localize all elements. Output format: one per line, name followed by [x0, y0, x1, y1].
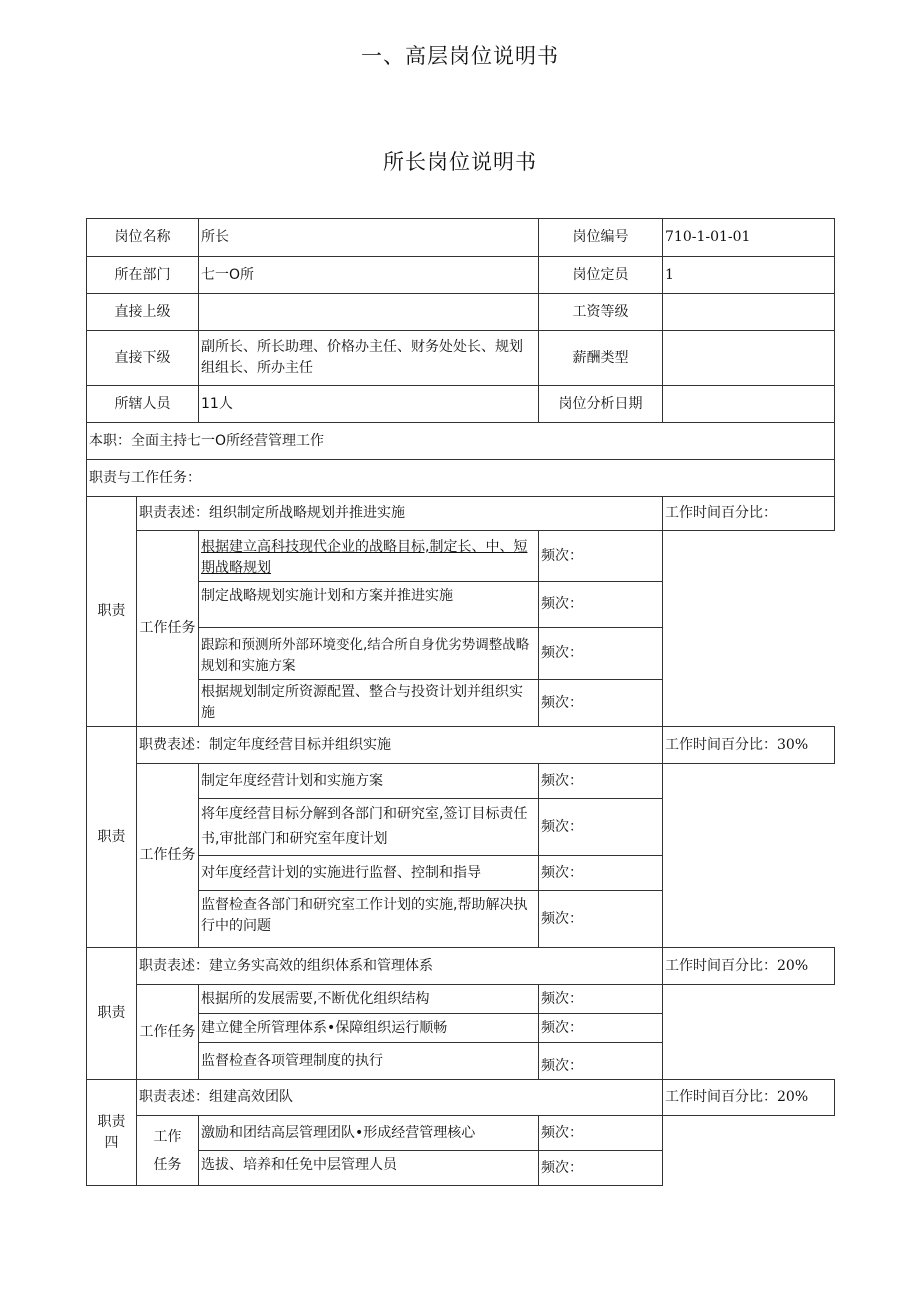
duty-2-time-pct: 工作时间百分比：30%: [663, 727, 835, 764]
duty-1-task-1: [199, 531, 539, 582]
duty-3-task-label: 工作任务: [137, 985, 199, 1080]
salary-grade-value: [663, 294, 835, 331]
post-name-label: 岗位名称: [87, 219, 199, 257]
duty-4-task-2-freq: 频次：: [539, 1151, 663, 1186]
duty-1-task-1-freq: 频次：: [539, 531, 663, 582]
duty-4-task-1-freq: 频次：: [539, 1116, 663, 1151]
analysis-date-value: [663, 386, 835, 423]
duty-4-task-1: 激励和团结高层管理团队•形成经营管理核心: [199, 1116, 539, 1151]
post-code-value: 710-1-01-01: [663, 219, 835, 257]
duty-1-statement: 职责表述：组织制定所战略规划并推进实施: [137, 497, 663, 531]
staff-value: 11人: [199, 386, 539, 423]
duty-1-task-4: 根据规划制定所资源配置、整合与投资计划并组织实施: [199, 680, 539, 727]
duty-2-label: 职责: [87, 727, 137, 948]
quota-label: 岗位定员: [539, 257, 663, 294]
duty-2-task-2: 将年度经营目标分解到各部门和研究室,签订目标责任书,审批部门和研究室年度计划: [199, 799, 539, 856]
position-title: 所长岗位说明书: [383, 150, 537, 174]
dept-value: 七一O所: [199, 257, 539, 294]
duty-3-task-1-freq: 频次：: [539, 985, 663, 1014]
quota-value: 1: [663, 257, 835, 294]
dept-label: 所在部门: [87, 257, 199, 294]
duty-1-label: 职责: [87, 497, 137, 727]
duty-3-task-3-freq: 频次：: [539, 1043, 663, 1080]
duty-2-task-4: 监督检查各部门和研究室工作计划的实施,帮助解决执行中的问题: [199, 891, 539, 948]
duty-summary: 本职：全面主持七一O所经营管理工作: [87, 423, 835, 460]
duty-2-task-label: 工作任务: [137, 764, 199, 948]
duty-1-task-4-freq: 频次：: [539, 680, 663, 727]
duty-3-task-3: 监督检查各项管理制度的执行: [199, 1043, 539, 1080]
duty-1-task-3-freq: 频次：: [539, 628, 663, 680]
staff-label: 所辖人员: [87, 386, 199, 423]
duty-4-time-pct: 工作时间百分比：20%: [663, 1080, 835, 1116]
duty-1-time-pct: 工作时间百分比：: [663, 497, 835, 531]
duty-3-statement: 职责表述：建立务实高效的组织体系和管理体系: [137, 948, 663, 985]
post-name-value: 所长: [199, 219, 539, 257]
duty-2-task-3: 对年度经营计划的实施进行监督、控制和指导: [199, 856, 539, 891]
pay-type-value: [663, 331, 835, 386]
duty-4-statement: 职责表述：组建高效团队: [137, 1080, 663, 1116]
duty-4-task-2: 选拔、培养和任免中层管理人员: [199, 1151, 539, 1186]
duty-3-task-2: 建立健全所管理体系•保障组织运行顺畅: [199, 1014, 539, 1043]
duty-1-task-2: 制定战略规划实施计划和方案并推进实施: [199, 582, 539, 628]
pay-type-label: 薪酬类型: [539, 331, 663, 386]
salary-grade-label: 工资等级: [539, 294, 663, 331]
duty-2-task-1-freq: 频次：: [539, 764, 663, 799]
duties-header: 职责与工作任务：: [87, 460, 835, 497]
duty-1-task-3: 跟踪和预测所外部环境变化,结合所自身优劣势调整战略规划和实施方案: [199, 628, 539, 680]
analysis-date-label: 岗位分析日期: [539, 386, 663, 423]
superior-value: [199, 294, 539, 331]
duty-2-task-4-freq: 频次：: [539, 891, 663, 948]
duty-3-task-2-freq: 频次：: [539, 1014, 663, 1043]
duty-2-task-2-freq: 频次：: [539, 799, 663, 856]
subordinate-label: 直接下级: [87, 331, 199, 386]
superior-label: 直接上级: [87, 294, 199, 331]
duty-4-label: 职责四: [87, 1080, 137, 1186]
duty-1-task-label: 工作任务: [137, 531, 199, 727]
duty-1-task-1-text: 根据建立高科技现代企业的战略目标,制定长、中、短期战略规划: [201, 539, 528, 576]
duty-3-time-pct: 工作时间百分比：20%: [663, 948, 835, 985]
duty-3-label: 职责: [87, 948, 137, 1080]
duty-2-task-3-freq: 频次：: [539, 856, 663, 891]
duty-4-task-label: 工作任务: [137, 1116, 199, 1186]
duty-1-task-2-freq: 频次：: [539, 582, 663, 628]
post-code-label: 岗位编号: [539, 219, 663, 257]
duty-2-task-1: 制定年度经营计划和实施方案: [199, 764, 539, 799]
duty-3-task-1: 根据所的发展需要,不断优化组织结构: [199, 985, 539, 1014]
document-title: 一、高层岗位说明书: [361, 44, 559, 68]
duty-2-statement: 职费表述：制定年度经营目标并组织实施: [137, 727, 663, 764]
job-description-table: [86, 218, 835, 1186]
subordinate-value: 副所长、所长助理、价格办主任、财务处处长、规划组组长、所办主任: [199, 331, 539, 386]
